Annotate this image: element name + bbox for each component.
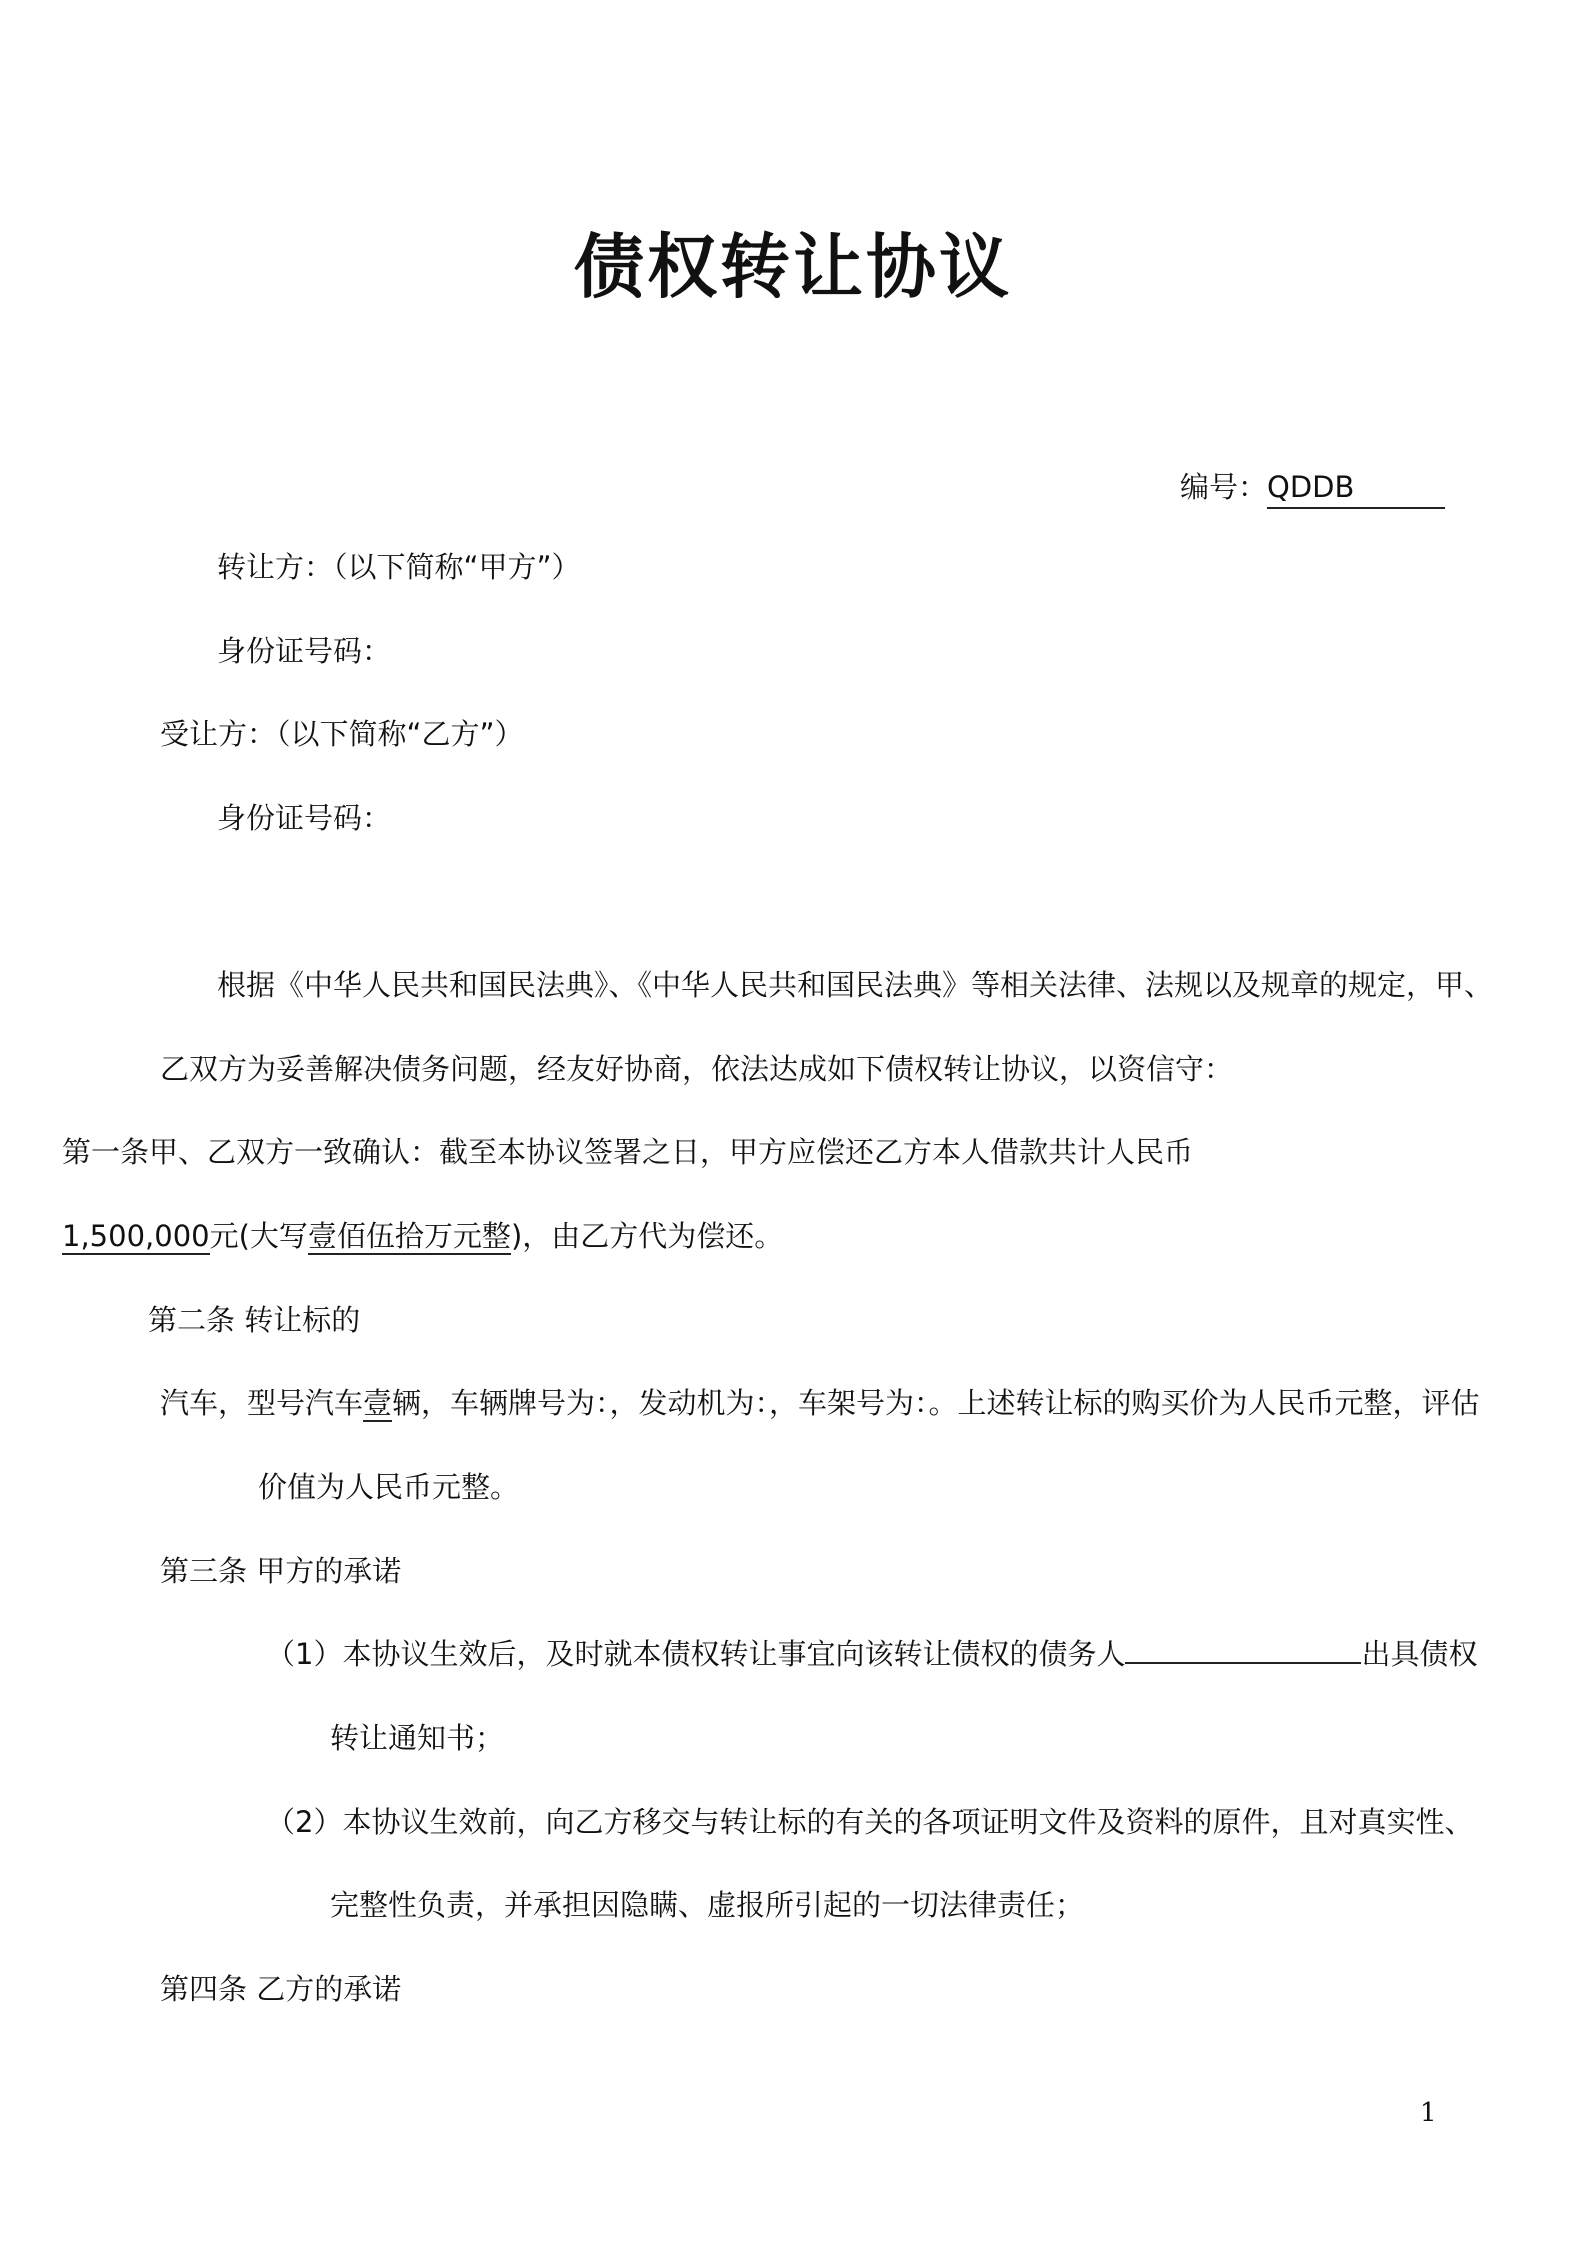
document-number-value: QDDB <box>1267 467 1445 509</box>
article-3-item-2-cont: 完整性负责，并承担因隐瞒、虚报所引起的一切法律责任； <box>330 1888 1085 1922</box>
page-number: 1 <box>1420 2098 1437 2128</box>
article-1-line-2 <box>62 1216 783 1256</box>
article-3-item-2: （2）本协议生效前，向乙方移交与转让标的有关的各项证明文件及资料的原件，且对真实性、 <box>266 1805 1474 1839</box>
loan-amount: 1,500,000 <box>62 1219 210 1253</box>
article-1-tail: )，由乙方代为偿还。 <box>510 1219 784 1253</box>
article-2-line-1-post: 辆，车辆牌号为：，发动机为：，车架号为：。上述转让标的购买价为人民币元整，评估 <box>392 1386 1480 1420</box>
document-number-label: 编号： <box>1180 470 1268 504</box>
document-title: 债权转让协议 <box>574 226 1012 308</box>
preamble-line-1: 根据《中华人民共和国民法典》、《中华人民共和国民法典》等相关法律、法规以及规章的规定，甲、 <box>217 968 1494 1002</box>
transferor-id-line: 身份证号码： <box>217 634 392 668</box>
article-2-heading: 第二条 转让标的 <box>148 1303 361 1337</box>
article-2-line-2: 价值为人民币元整。 <box>258 1470 520 1504</box>
article-2-line-1 <box>160 1383 1480 1423</box>
transferee-id-line: 身份证号码： <box>217 801 392 835</box>
article-3-item-1-cont: 转让通知书； <box>330 1721 505 1755</box>
transferor-line: 转让方：（以下简称“甲方”） <box>217 550 581 584</box>
article-3-heading: 第三条 甲方的承诺 <box>160 1554 402 1588</box>
article-1-line-1: 第一条甲、乙双方一致确认：截至本协议签署之日，甲方应偿还乙方本人借款共计人民币 <box>62 1135 1194 1169</box>
loan-amount-words: 壹佰伍拾万元整 <box>307 1219 511 1253</box>
article-3-item-1 <box>266 1634 1477 1674</box>
vehicle-count: 壹 <box>363 1386 393 1420</box>
debtor-blank <box>1125 1662 1361 1664</box>
article-4-heading: 第四条 乙方的承诺 <box>160 1972 402 2006</box>
article-3-item-1-post: 出具债权 <box>1361 1637 1478 1671</box>
amount-words-prefix: 元(大写 <box>209 1219 308 1253</box>
transferee-line: 受让方：（以下简称“乙方”） <box>160 717 524 751</box>
document-number <box>1180 467 1445 509</box>
preamble-line-2: 乙双方为妥善解决债务问题，经友好协商，依法达成如下债权转让协议，以资信守： <box>160 1052 1234 1086</box>
article-2-line-1-pre: 汽车，型号汽车 <box>160 1386 364 1420</box>
article-3-item-1-pre: （1）本协议生效后，及时就本债权转让事宜向该转让债权的债务人 <box>266 1637 1126 1671</box>
